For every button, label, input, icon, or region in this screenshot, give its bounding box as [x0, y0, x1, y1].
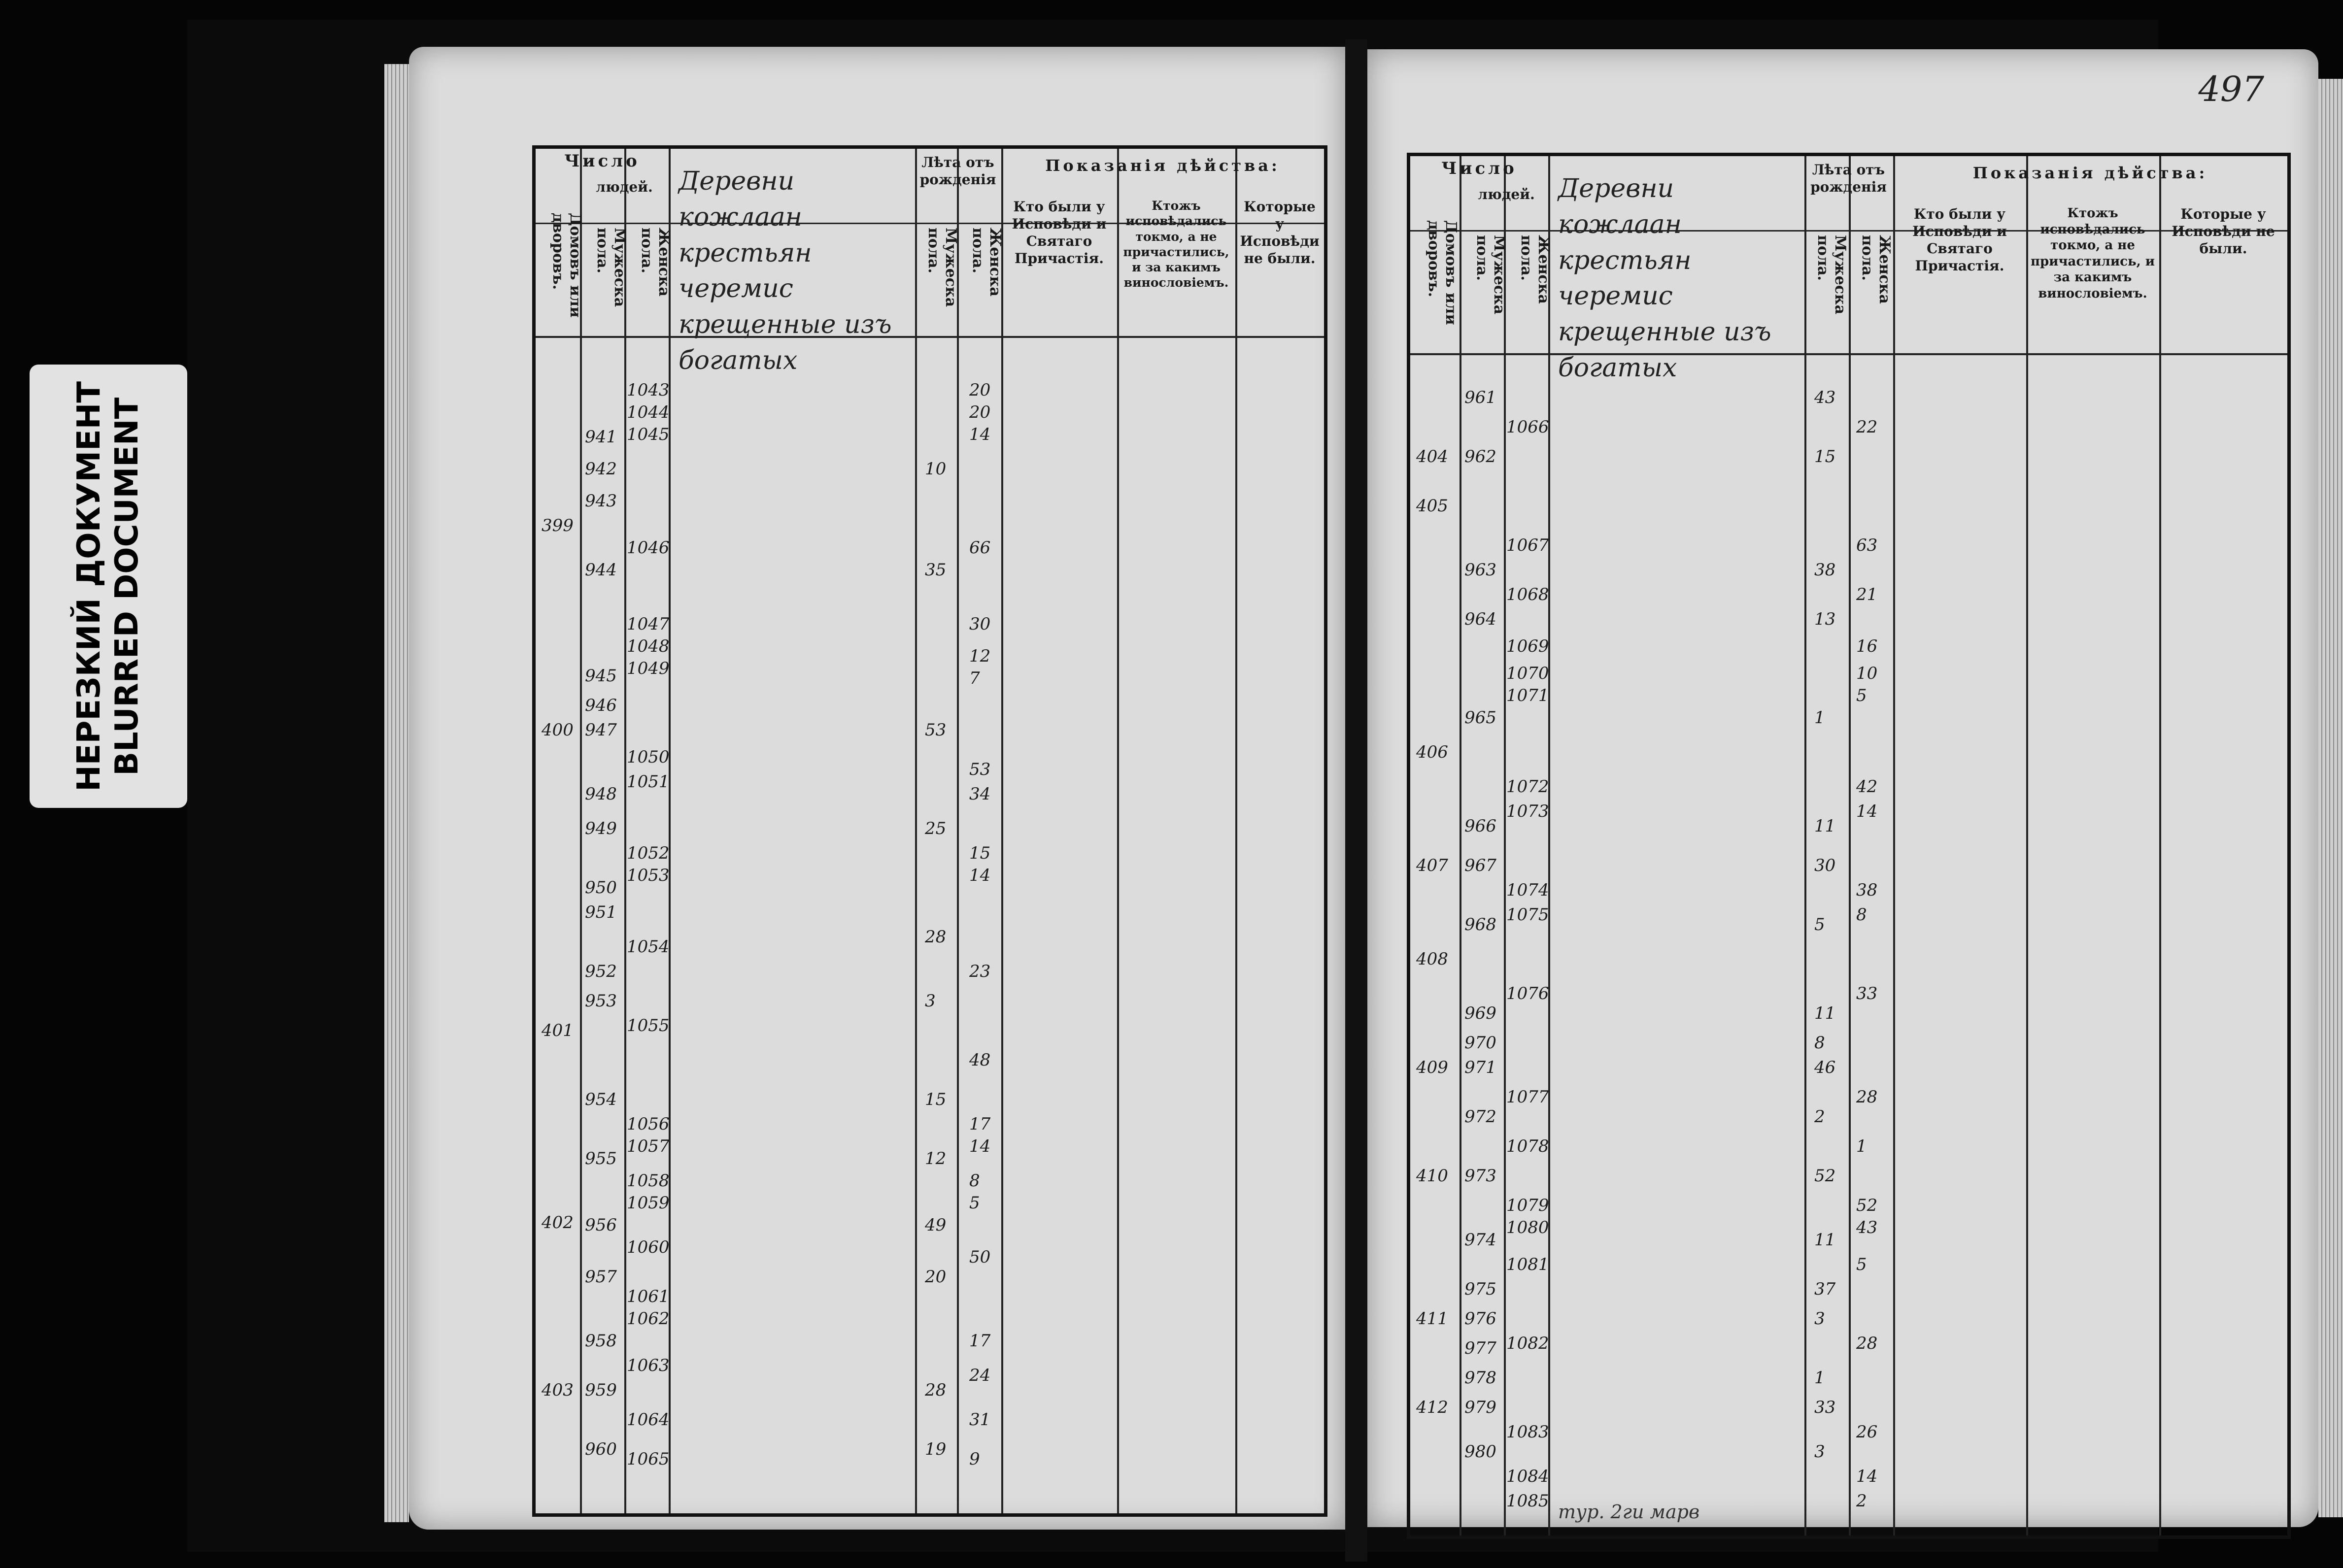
female-number: 1053: [627, 866, 670, 885]
female-number: 1077: [1506, 1087, 1549, 1107]
male-number: 944: [585, 560, 617, 580]
age-male: 30: [1814, 856, 1836, 875]
col2-header: Ктожъ исповѣдались токмо, а не причастились, и за какимъ винословіемъ.: [2030, 206, 2155, 301]
age-male: 2: [1814, 1107, 1825, 1127]
age-female: 34: [969, 784, 991, 804]
age-female: 38: [1856, 880, 1878, 900]
female-number: 1043: [627, 380, 670, 400]
age-female: 23: [969, 962, 991, 981]
age-female: 14: [969, 425, 991, 444]
age-female: 8: [969, 1171, 980, 1191]
age-female: 20: [969, 380, 991, 400]
age-male: 8: [1814, 1033, 1825, 1053]
age-male: 11: [1814, 1230, 1836, 1250]
age-female: 2: [1856, 1491, 1867, 1511]
female-number: 1074: [1506, 880, 1549, 900]
age-female: 26: [1856, 1422, 1878, 1442]
male-number: 974: [1464, 1230, 1496, 1250]
age-male: 15: [1814, 447, 1836, 467]
right-page-title: Деревни кожлаан крестьян черемис крещенные изъ богатых: [1558, 174, 1771, 383]
book-gutter: [1345, 39, 1367, 1562]
male-number: 980: [1464, 1442, 1496, 1462]
left-register-table: [532, 145, 1327, 1517]
female-number: 1062: [627, 1309, 670, 1329]
age-female: 48: [969, 1050, 991, 1070]
age-female: 15: [969, 843, 991, 863]
col-divider: [624, 149, 626, 1513]
age-male: 33: [1814, 1398, 1836, 1417]
header-bottom-rule: [536, 336, 1324, 338]
female-number: 1067: [1506, 535, 1549, 555]
col-divider: [2159, 156, 2161, 1535]
col-divider: [1849, 156, 1851, 1535]
female-number: 1080: [1506, 1218, 1549, 1237]
age-female: 20: [969, 402, 991, 422]
right-register-table: [1407, 153, 2291, 1539]
household-number: 407: [1416, 856, 1448, 875]
male-number: 979: [1464, 1398, 1496, 1417]
male-number: 975: [1464, 1279, 1496, 1299]
age-female: 63: [1856, 535, 1878, 555]
male-number: 978: [1464, 1368, 1496, 1388]
document-book: [187, 20, 2275, 1552]
male-number: 961: [1464, 388, 1496, 407]
age-female: 31: [969, 1410, 991, 1430]
female-number: 1070: [1506, 664, 1549, 683]
age-female: 30: [969, 614, 991, 634]
household-number: 408: [1416, 949, 1448, 969]
male-number: 956: [585, 1215, 617, 1235]
male-number: 946: [585, 696, 617, 715]
age-female: 14: [1856, 801, 1878, 821]
age-female: 52: [1856, 1196, 1878, 1215]
male-number: 948: [585, 784, 617, 804]
col-divider: [1460, 156, 1461, 1535]
col-divider: [1893, 156, 1895, 1535]
female-number: 1047: [627, 614, 670, 634]
female-number: 1079: [1506, 1196, 1549, 1215]
male-number: 960: [585, 1439, 617, 1459]
age-female: 43: [1856, 1218, 1878, 1237]
household-number: 411: [1416, 1309, 1448, 1329]
male-number: 968: [1464, 915, 1496, 934]
blurred-document-stamp: [30, 365, 187, 808]
age-male: 52: [1814, 1166, 1836, 1186]
age-male: 37: [1814, 1279, 1836, 1299]
col-divider: [580, 149, 582, 1513]
age-male: 53: [925, 720, 947, 740]
people-header: людей.: [1478, 186, 1535, 202]
household-number: 405: [1416, 496, 1448, 516]
age-female: 53: [969, 760, 991, 779]
male-number: 969: [1464, 1003, 1496, 1023]
col-divider: [1504, 156, 1506, 1535]
age-female: 5: [1856, 686, 1867, 705]
age-male: 1: [1814, 708, 1825, 728]
stamp-line-ru: НЕРЕЗКИЙ ДОКУМЕНТ: [71, 381, 108, 792]
female-number: 1056: [627, 1114, 670, 1134]
age-female: 21: [1856, 585, 1878, 604]
age-male: 28: [925, 1380, 947, 1400]
male-number: 945: [585, 666, 617, 686]
age-male: 49: [925, 1215, 947, 1235]
age-male: 43: [1814, 388, 1836, 407]
female-number: 1052: [627, 843, 670, 863]
col1-header: Кто были у Исповѣди и Святаго Причастія.: [1912, 206, 2007, 274]
age-female: 66: [969, 538, 991, 558]
age-female: 5: [1856, 1255, 1867, 1274]
male-number: 971: [1464, 1058, 1496, 1077]
age-male: 3: [1814, 1442, 1825, 1462]
female-number: 1054: [627, 937, 670, 957]
left-page-edges: [384, 64, 409, 1522]
age-male: 38: [1814, 560, 1836, 580]
male-number: 953: [585, 991, 617, 1011]
age-male: 35: [925, 560, 947, 580]
col2-header: Ктожъ исповѣдались токмо, а не причастились, и за какимъ винословіемъ.: [1123, 199, 1229, 290]
age-male: 1: [1814, 1368, 1825, 1388]
female-number: 1061: [627, 1287, 670, 1306]
female-number: 1048: [627, 636, 670, 656]
age-male: 3: [925, 991, 936, 1011]
male-number: 950: [585, 878, 617, 898]
age-female: 1: [1856, 1136, 1867, 1156]
male-number: 959: [585, 1380, 617, 1400]
male-number: 955: [585, 1149, 617, 1168]
households-header: Домовъ или дворовъ.: [549, 213, 584, 318]
actions-header: Показанія дѣйства:: [1972, 164, 2208, 182]
age-female-header: Женска пола.: [969, 228, 1004, 297]
age-female: 28: [1856, 1334, 1878, 1353]
female-number: 1084: [1506, 1467, 1549, 1486]
female-number: 1055: [627, 1016, 670, 1035]
age-female: 5: [969, 1193, 980, 1213]
female-number: 1069: [1506, 636, 1549, 656]
age-female: 10: [1856, 664, 1878, 683]
female-number: 1049: [627, 659, 670, 678]
male-number: 958: [585, 1331, 617, 1351]
male-number: 951: [585, 902, 617, 922]
female-number: 1065: [627, 1449, 670, 1469]
female-number: 1078: [1506, 1136, 1549, 1156]
female-header: Женска пола.: [638, 228, 673, 297]
age-female: 42: [1856, 777, 1878, 797]
age-female: 7: [969, 668, 980, 688]
age-male: 25: [925, 819, 947, 838]
household-number: 410: [1416, 1166, 1448, 1186]
age-header: Лѣта отъ рожденія: [1810, 162, 1887, 195]
age-female: 17: [969, 1331, 991, 1351]
age-male: 19: [925, 1439, 947, 1459]
household-number: 400: [542, 720, 574, 740]
male-number: 967: [1464, 856, 1496, 875]
col3-header: Которые у Исповѣди не были.: [1240, 199, 1320, 267]
household-number: 409: [1416, 1058, 1448, 1077]
household-number: 406: [1416, 742, 1448, 762]
female-number: 1059: [627, 1193, 670, 1213]
age-female: 16: [1856, 636, 1878, 656]
age-female: 33: [1856, 984, 1878, 1003]
household-number: 401: [542, 1021, 574, 1040]
male-number: 947: [585, 720, 617, 740]
age-female-header: Женска пола.: [1859, 235, 1893, 304]
male-number: 949: [585, 819, 617, 838]
col3-header: Которые у Исповѣди не были.: [2172, 206, 2275, 257]
col1-header: Кто были у Исповѣди и Святаго Причастія.: [1012, 199, 1107, 267]
female-number: 1045: [627, 425, 670, 444]
male-number: 977: [1464, 1338, 1496, 1358]
male-number: 941: [585, 427, 617, 447]
male-number: 964: [1464, 609, 1496, 629]
female-number: 1085: [1506, 1491, 1549, 1511]
age-female: 22: [1856, 417, 1878, 437]
age-male: 12: [925, 1149, 947, 1168]
age-male: 15: [925, 1090, 947, 1109]
age-female: 28: [1856, 1087, 1878, 1107]
age-female: 14: [1856, 1467, 1878, 1486]
household-number: 412: [1416, 1398, 1448, 1417]
male-number: 972: [1464, 1107, 1496, 1127]
male-number: 942: [585, 459, 617, 479]
age-male: 11: [1814, 816, 1836, 836]
age-male: 11: [1814, 1003, 1836, 1023]
age-male: 10: [925, 459, 947, 479]
female-number: 1057: [627, 1136, 670, 1156]
male-number: 954: [585, 1090, 617, 1109]
age-female: 24: [969, 1366, 991, 1385]
age-male-header: Мужеска пола.: [925, 228, 959, 307]
left-page: [409, 47, 1345, 1530]
age-male: 3: [1814, 1309, 1825, 1329]
left-page-title: Деревни кожлаан крестьян черемис крещенные изъ богатых: [679, 167, 892, 375]
age-header: Лѣта отъ рожденія: [919, 154, 996, 188]
col-divider: [957, 149, 959, 1513]
household-number: 404: [1416, 447, 1448, 467]
age-male: 13: [1814, 609, 1836, 629]
female-header: Женска пола.: [1518, 235, 1552, 304]
age-female: 14: [969, 866, 991, 885]
female-number: 1051: [627, 772, 670, 792]
count-header: Число: [564, 151, 640, 171]
page-number: 497: [2198, 69, 2264, 109]
male-number: 962: [1464, 447, 1496, 467]
col-divider: [1804, 156, 1806, 1535]
female-number: 1083: [1506, 1422, 1549, 1442]
col-divider: [2026, 156, 2028, 1535]
stamp-line-en: BLURRED DOCUMENT: [109, 397, 145, 776]
female-number: 1044: [627, 402, 670, 422]
male-number: 963: [1464, 560, 1496, 580]
actions-header: Показанія дѣйства:: [1045, 156, 1280, 175]
right-page-edges: [2318, 79, 2343, 1517]
male-number: 976: [1464, 1309, 1496, 1329]
age-female: 17: [969, 1114, 991, 1134]
male-number: 970: [1464, 1033, 1496, 1053]
age-female: 50: [969, 1247, 991, 1267]
male-number: 965: [1464, 708, 1496, 728]
count-header: Число: [1441, 159, 1517, 178]
female-number: 1068: [1506, 585, 1549, 604]
female-number: 1082: [1506, 1334, 1549, 1353]
col-divider: [1548, 156, 1550, 1535]
male-number: 973: [1464, 1166, 1496, 1186]
female-number: 1066: [1506, 417, 1549, 437]
age-female: 14: [969, 1136, 991, 1156]
age-female: 9: [969, 1449, 980, 1469]
col-divider: [1235, 149, 1237, 1513]
male-number: 943: [585, 491, 617, 511]
female-number: 1050: [627, 747, 670, 767]
age-male: 20: [925, 1267, 947, 1287]
female-number: 1075: [1506, 905, 1549, 925]
female-number: 1063: [627, 1356, 670, 1375]
female-number: 1058: [627, 1171, 670, 1191]
male-header: Мужеска пола.: [594, 228, 628, 307]
female-number: 1071: [1506, 686, 1549, 705]
age-female: 8: [1856, 905, 1867, 925]
footnote: тур. 2ги марв: [1558, 1501, 1700, 1523]
female-number: 1046: [627, 538, 670, 558]
male-number: 952: [585, 962, 617, 981]
col-divider: [915, 149, 917, 1513]
age-male: 5: [1814, 915, 1825, 934]
age-male: 46: [1814, 1058, 1836, 1077]
right-page: [1367, 49, 2318, 1527]
female-number: 1076: [1506, 984, 1549, 1003]
col-divider: [1117, 149, 1119, 1513]
age-male-header: Мужеска пола.: [1814, 235, 1849, 315]
people-header: людей.: [596, 179, 653, 195]
age-male: 28: [925, 927, 947, 947]
male-number: 957: [585, 1267, 617, 1287]
household-number: 402: [542, 1213, 574, 1233]
male-number: 966: [1464, 816, 1496, 836]
female-number: 1081: [1506, 1255, 1549, 1274]
age-female: 12: [969, 646, 991, 666]
household-number: 403: [542, 1380, 574, 1400]
female-number: 1073: [1506, 801, 1549, 821]
household-number: 399: [542, 516, 574, 535]
female-number: 1072: [1506, 777, 1549, 797]
col-divider: [1001, 149, 1003, 1513]
male-header: Мужеска пола.: [1473, 235, 1508, 315]
female-number: 1060: [627, 1237, 670, 1257]
households-header: Домовъ или дворовъ.: [1425, 220, 1460, 325]
female-number: 1064: [627, 1410, 670, 1430]
